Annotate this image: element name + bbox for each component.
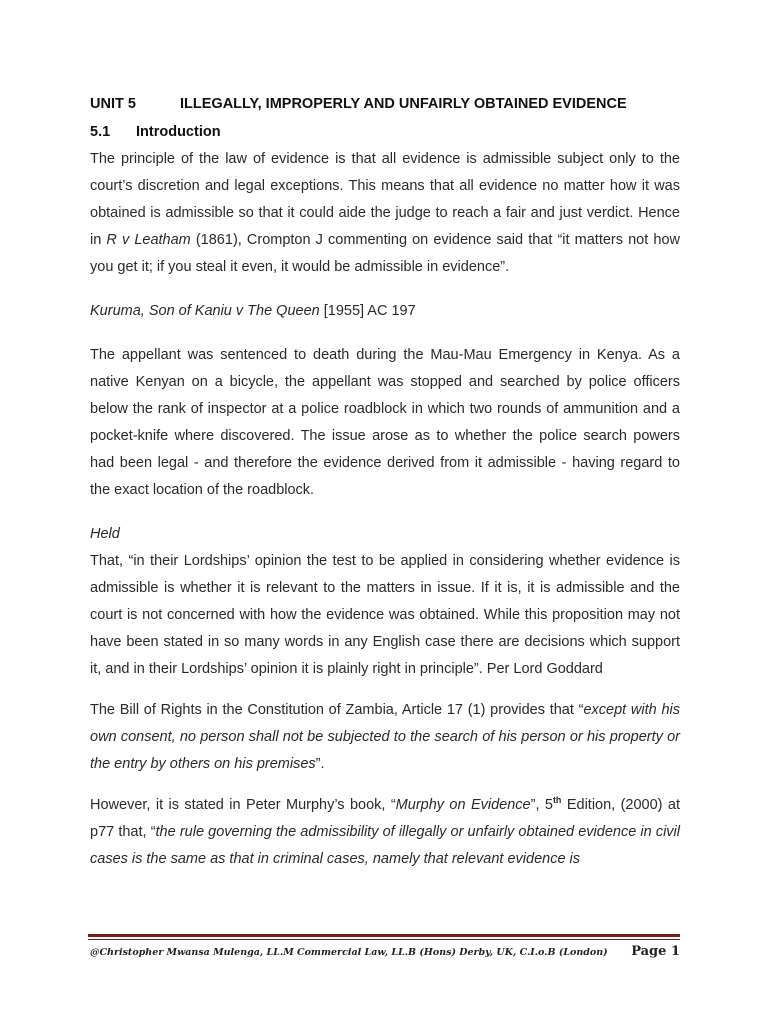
case-citation: Kuruma, Son of Kaniu v The Queen [1955] AC 197 — [90, 303, 416, 319]
section-heading — [90, 124, 680, 140]
facts-paragraph: The appellant was sentenced to death during the Mau-Mau Emergency in Kenya. As a native Kenyan on a bicycle, the appellant was stopped and searched by police officers below the rank of inspector at a police roadblock in which two rounds of ammunition and a pocket-knife where discovered. The issue arose as to whether the police search powers had been legal - and therefore the evidence derived from it admissible - having regard to the exact location of the roadblock. — [90, 347, 680, 498]
section-title: Introduction — [136, 124, 221, 140]
murphy-paragraph: However, it is stated in Peter Murphy’s book, “Murphy on Evidence”, 5th Edition, (2000) at p77 that, “the rule governing the admissibility of illegally or unfairly obtained evidence in civil cases is the same as that in criminal cases, namely that relevant evidence is — [90, 795, 681, 867]
unit-title: ILLEGALLY, IMPROPERLY AND UNFAIRLY OBTAINED EVIDENCE — [180, 96, 627, 112]
bill-of-rights-quote: except with his own consent, no person shall not be subjected to the search of his person or his property or the entry by others on his premises — [90, 702, 680, 772]
case-name-kuruma: Kuruma, Son of Kaniu v The Queen — [90, 303, 320, 319]
unit-number: UNIT 5 — [90, 96, 136, 112]
unit-heading — [90, 96, 680, 112]
footer-credit: @Christopher Mwansa Mulenga, LL.M Commercial Law, LL.B (Hons) Derby, UK, C.I.o.B (London) — [90, 947, 608, 958]
murphy-quote: the rule governing the admissibility of illegally or unfairly obtained evidence in civil cases is the same as that in criminal cases, namely that relevant evidence is — [90, 824, 680, 867]
intro-paragraph: The principle of the law of evidence is that all evidence is admissible subject only to the court’s discretion and legal exceptions. This means that all evidence no matter how it was obtained is admissible so that it could aide the judge to reach a fair and just verdict. Hence in R v Leatham (1861), Crompton J commenting on evidence said that “it matters not how you get it; if you steal it even, it would be admissible in evidence”. — [90, 151, 680, 275]
page-footer — [90, 944, 680, 959]
page-number: Page 1 — [631, 944, 680, 959]
footer-rule-thin — [88, 939, 680, 940]
bill-of-rights-paragraph: The Bill of Rights in the Constitution of Zambia, Article 17 (1) provides that “except with his own consent, no person shall not be subjected to the search of his person or his property or the entry by others on his premises”. — [90, 702, 680, 772]
section-number: 5.1 — [90, 124, 111, 140]
document-page — [90, 96, 680, 873]
book-title: Murphy on Evidence — [395, 797, 531, 813]
held-label: Held — [90, 526, 120, 542]
case-name-leatham: R v Leatham — [106, 232, 191, 248]
held-paragraph: That, “in their Lordships’ opinion the test to be applied in considering whether evidence is admissible is whether it is relevant to the matters in issue. If it is, it is admissible and the court is not concerned with how the evidence was obtained. While this proposition may not have been stated in so many words in any English case there are decisions which support it, and in their Lordships’ opinion it is plainly right in principle”. Per Lord Goddard — [90, 553, 680, 677]
footer-rule-thick — [88, 934, 680, 937]
